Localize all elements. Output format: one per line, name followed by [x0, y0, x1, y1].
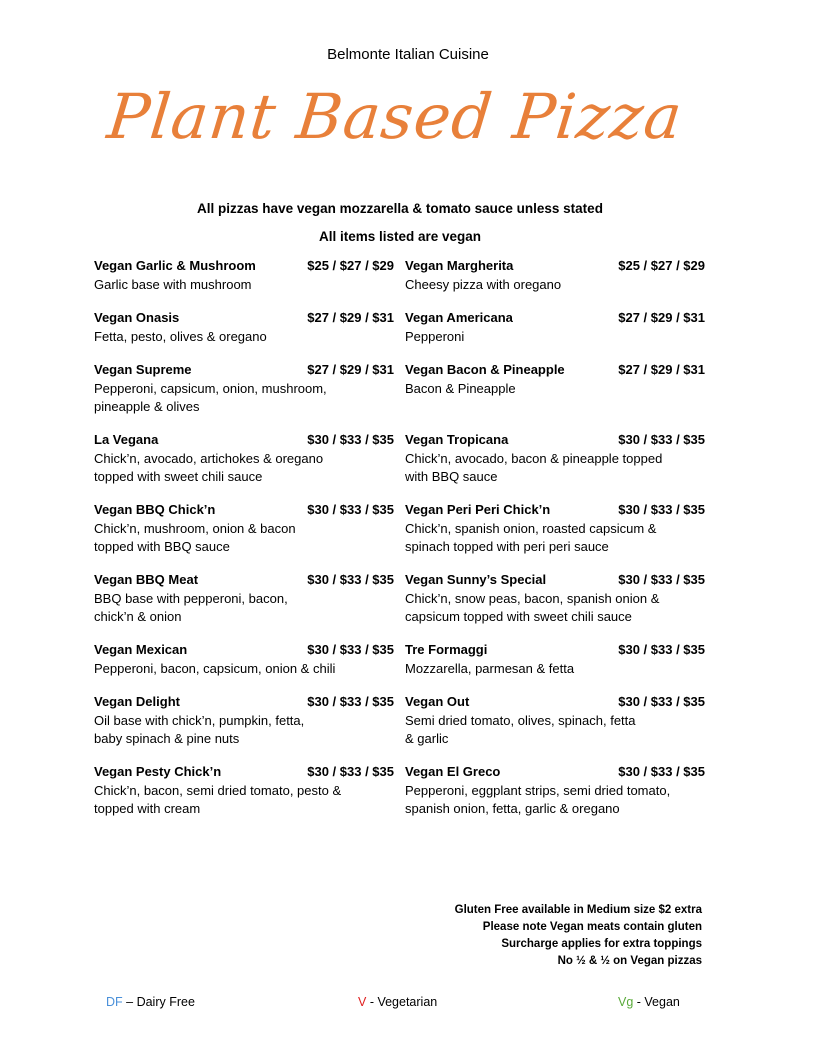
menu-item-description: Pepperoni, eggplant strips, semi dried tomato, spanish onion, fetta, garlic & oregano — [405, 782, 671, 816]
menu-item-header — [94, 571, 394, 590]
menu-item-description: Garlic base with mushroom — [94, 276, 252, 292]
menu-item-header — [94, 361, 394, 380]
menu-item-description: Pepperoni, capsicum, onion, mushroom, pineapple & olives — [94, 380, 327, 414]
menu-item-header — [405, 693, 705, 712]
menu-item-name: Vegan Tropicana — [405, 432, 509, 447]
menu-item-description: Fetta, pesto, olives & oregano — [94, 328, 267, 344]
menu-item — [405, 693, 705, 749]
menu-item — [94, 693, 394, 749]
menu-item — [405, 501, 705, 557]
menu-item-name: Vegan Mexican — [94, 642, 188, 657]
menu-item-price: $27 / $29 / $31 — [307, 310, 394, 325]
menu-item-header — [94, 257, 394, 276]
menu-item-name: Vegan BBQ Meat — [94, 572, 199, 587]
menu-item-name: Vegan El Greco — [405, 764, 501, 779]
menu-item-description: Mozzarella, parmesan & fetta — [405, 660, 575, 676]
menu-item — [94, 571, 394, 627]
menu-item-name: Vegan Americana — [405, 310, 513, 325]
menu-item-description: Chick’n, avocado, bacon & pineapple topped with BBQ sauce — [405, 450, 663, 484]
menu-item-name: La Vegana — [94, 432, 159, 447]
menu-item-header — [94, 431, 394, 450]
legend-code: DF — [106, 995, 123, 1009]
menu-item-description: Cheesy pizza with oregano — [405, 276, 562, 292]
menu-item — [405, 641, 705, 678]
menu-item-price: $25 / $27 / $29 — [307, 258, 394, 273]
menu-item — [405, 309, 705, 346]
legend-label: Dairy Free — [136, 995, 195, 1009]
menu-item-name: Tre Formaggi — [405, 642, 488, 657]
menu-item-price: $27 / $29 / $31 — [618, 362, 705, 377]
menu-item-header — [94, 501, 394, 520]
menu-item-name: Vegan BBQ Chick’n — [94, 502, 216, 517]
menu-item — [94, 763, 394, 819]
menu-item-header — [405, 361, 705, 380]
menu-item-header — [405, 501, 705, 520]
note-half-half: No ½ & ½ on Vegan pizzas — [557, 955, 702, 967]
menu-item-price: $30 / $33 / $35 — [307, 642, 394, 657]
legend-separator: - — [366, 995, 378, 1009]
menu-item-name: Vegan Onasis — [94, 310, 180, 325]
menu-item-name: Vegan Peri Peri Chick’n — [405, 502, 551, 517]
restaurant-name: Belmonte Italian Cuisine — [327, 46, 489, 63]
menu-item-header — [94, 693, 394, 712]
menu-item — [94, 431, 394, 487]
menu-item-name: Vegan Garlic & Mushroom — [94, 258, 256, 273]
menu-item-price: $30 / $33 / $35 — [618, 572, 705, 587]
subheading-vegan: All items listed are vegan — [318, 229, 482, 244]
menu-item-price: $30 / $33 / $35 — [307, 572, 394, 587]
menu-item-header — [405, 763, 705, 782]
note-vegan-meats: Please note Vegan meats contain gluten — [482, 921, 702, 933]
menu-item-price: $30 / $33 / $35 — [618, 764, 705, 779]
subheading-ingredients: All pizzas have vegan mozzarella & tomato sauce unless stated — [197, 201, 603, 216]
menu-item-price: $30 / $33 / $35 — [307, 432, 394, 447]
menu-item-name: Vegan Bacon & Pineapple — [405, 362, 565, 377]
menu-item-description: Oil base with chick’n, pumpkin, fetta, baby spinach & pine nuts — [94, 712, 305, 746]
menu-item — [94, 361, 394, 417]
menu-item-description: Chick’n, spanish onion, roasted capsicum & spinach topped with peri peri sauce — [405, 520, 657, 554]
menu-item — [405, 763, 705, 819]
page-title: Plant Based Pizza — [103, 80, 687, 153]
menu-item — [405, 361, 705, 398]
menu-item-header — [94, 309, 394, 328]
menu-item-price: $30 / $33 / $35 — [307, 502, 394, 517]
legend-separator: - — [633, 995, 645, 1009]
menu-item-header — [405, 431, 705, 450]
legend-code: V — [358, 995, 367, 1009]
menu-item — [94, 501, 394, 557]
menu-item-price: $30 / $33 / $35 — [618, 694, 705, 709]
legend-label: Vegetarian — [377, 995, 438, 1009]
menu-item — [405, 431, 705, 487]
menu-item-price: $27 / $29 / $31 — [618, 310, 705, 325]
menu-item-description: Pepperoni — [405, 328, 465, 344]
menu-item-description: BBQ base with pepperoni, bacon, chick’n & onion — [94, 590, 288, 624]
menu-item-name: Vegan Supreme — [94, 362, 192, 377]
menu-item — [94, 309, 394, 346]
menu-item-header — [405, 257, 705, 276]
menu-item-name: Vegan Delight — [94, 694, 180, 709]
note-gluten-free: Gluten Free available in Medium size $2 extra — [454, 904, 702, 916]
menu-item-name: Vegan Sunny’s Special — [405, 572, 547, 587]
menu-item-price: $30 / $33 / $35 — [307, 694, 394, 709]
legend-separator: – — [122, 995, 137, 1009]
menu-item-header — [94, 763, 394, 782]
legend-label: Vegan — [644, 995, 680, 1009]
menu-item-description: Semi dried tomato, olives, spinach, fetta & garlic — [405, 712, 636, 746]
menu-item — [405, 257, 705, 294]
menu-item-header — [94, 641, 394, 660]
menu-item-price: $27 / $29 / $31 — [307, 362, 394, 377]
menu-item-price: $30 / $33 / $35 — [618, 642, 705, 657]
legend-code: Vg — [618, 995, 634, 1009]
menu-item — [94, 257, 394, 294]
menu-item-price: $30 / $33 / $35 — [307, 764, 394, 779]
menu-item-description: Pepperoni, bacon, capsicum, onion & chili — [94, 660, 336, 676]
legend-dairy-free — [106, 995, 195, 1009]
menu-item-name: Vegan Pesty Chick’n — [94, 764, 222, 779]
menu-item-header — [405, 571, 705, 590]
menu-item-description: Chick’n, avocado, artichokes & oregano topped with sweet chili sauce — [94, 450, 324, 484]
menu-item-description: Chick’n, bacon, semi dried tomato, pesto & topped with cream — [94, 782, 342, 816]
menu-item-description: Chick’n, mushroom, onion & bacon topped with BBQ sauce — [94, 520, 296, 554]
menu-item-header — [405, 641, 705, 660]
menu-item-description: Bacon & Pineapple — [405, 380, 516, 396]
menu-item-price: $30 / $33 / $35 — [618, 432, 705, 447]
legend-vegan — [618, 995, 680, 1009]
legend-vegetarian — [358, 995, 437, 1009]
menu-item — [405, 571, 705, 627]
menu-item-description: Chick’n, snow peas, bacon, spanish onion & capsicum topped with sweet chili sauce — [405, 590, 660, 624]
note-surcharge: Surcharge applies for extra toppings — [501, 938, 702, 950]
notes — [455, 902, 702, 970]
menu-item-price: $25 / $27 / $29 — [618, 258, 705, 273]
menu-item-name: Vegan Out — [405, 694, 470, 709]
menu-item-price: $30 / $33 / $35 — [618, 502, 705, 517]
menu-item-header — [405, 309, 705, 328]
menu-item — [94, 641, 394, 678]
menu-item-name: Vegan Margherita — [405, 258, 514, 273]
